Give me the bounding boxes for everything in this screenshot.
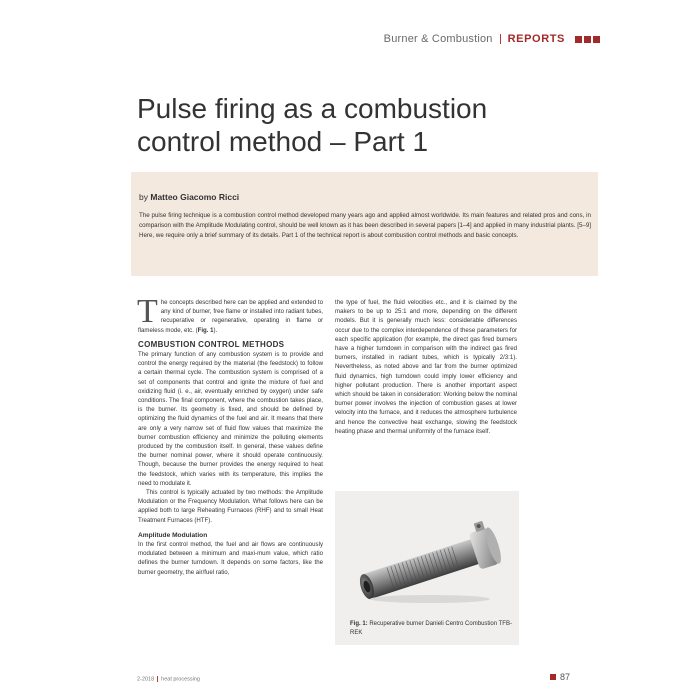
magazine-name: heat processing [161,676,200,683]
header-squares-icon [573,36,600,43]
intro-end: ). [213,326,218,334]
byline-prefix: by [139,192,148,202]
article-title: Pulse firing as a combustion control method – Part 1 [137,93,488,157]
running-header [384,33,600,45]
author-name: Matteo Giacomo Ricci [150,192,240,202]
page-square-icon [550,674,556,680]
header-divider [500,34,501,44]
byline [139,192,239,202]
body-column-2 [335,298,517,436]
burner-image [348,509,513,606]
body-paragraph: This control is typically actuated by two methods: the Amplitude Modulation or the Frequency Modulation. What follows here can be applied both to large Reheating Furnaces (RHF) and to small Heat Treatment Furnaces (HTF). [138,489,323,524]
figure-label: Fig. 1: [350,621,368,627]
page-number-block [550,672,570,682]
drop-cap: T [137,293,158,330]
footer-divider [157,676,158,682]
figure-caption [350,620,515,637]
figure-caption-text: Recuperative burner Danieli Centro Combustion TFB-REK [350,621,512,636]
footer-issue [137,676,200,682]
page-number: 87 [559,672,570,682]
body-paragraph: In the first control method, the fuel and air flows are continuously modulated between a minimum and maxi-mum value, which ratio defines the burner turndown. It depends on some factors, like the burner geometry, the air/fuel ratio, [138,541,323,576]
subsection-heading: Amplitude Modulation [138,531,208,539]
reports-label: REPORTS [507,33,565,45]
abstract-text: The pulse firing technique is a combustion control method developed many years ago and applied almost worldwide. Its main features and related pros and cons, in comparison with the Amplitude Modulating control, should be well known as it has been described in several papers [1–4] and applied in many industrial plants. [5–9] Here, we require only a brief summary of its details. Part 1 of the technical report is about combustion control methods and basic concepts. [139,212,591,239]
fig-reference: Fig. 1 [197,326,214,334]
body-paragraph: the type of fuel, the fluid velocities etc., and it is claimed by the makers to be up to 25:1 and more, depending on the different models. But it is generally much less: considerable differences occur due to the complex interdependence of these parameters for each specific application (for example, the direct gas fired burners have a higher turndown in comparison with the indirect gas fired burners, installed in radiant tubes, which is typically 2/3:1). Nevertheless, as noted above and far from the burner optimized fluid dynamics, high turndown could imply lower efficiency and higher pollutant production. There is another important aspect which should be taken in consideration: Working below the nominal burner power involves the injection of combustion gases at lower velocity into the furnace, and it reduces the atmosphere turbulence and hence the convective heat exchange, slowing the feedstock heating phase and thermal uniformity of the furnace itself. [335,299,517,435]
intro-text: he concepts described here can be applied and extended to any kind of burner, free flame or installed into radiant tubes, recuperative or regenerative, operating in flame or flameless mode, etc. ( [138,299,323,334]
body-column-1 [137,293,323,577]
section-name: Burner & Combustion [383,33,493,45]
intro-paragraph [137,293,323,335]
section-heading: COMBUSTION CONTROL METHODS [138,339,285,349]
issue-number: 2-2018 [137,676,155,683]
body-paragraph: The primary function of any combustion system is to provide and control the energy required by the material (the feedstock) to follow a certain thermal cycle. The combustion system is comprised of a set of components that control and ignite the mixture of fuel and oxidizing fluid (i. e., air, eventually enriched by oxygen) under safe conditions. The final component, where the combustion takes place, is the burner. Its geometry is fixed, and should be defined by optimizing the fluid dynamics of the fuel and air. It means that there are only a very narrow set of fluid flow values that maximize the burner combustion efficiency and minimize the polluting elements produced by the combustion itself. In general, these values define the burner nominal power, where it should operate continuously. Though, because the burner provides the energy required to heat the feedstock, which varies with its temperature, this implies the need to modulate it. [138,351,323,487]
